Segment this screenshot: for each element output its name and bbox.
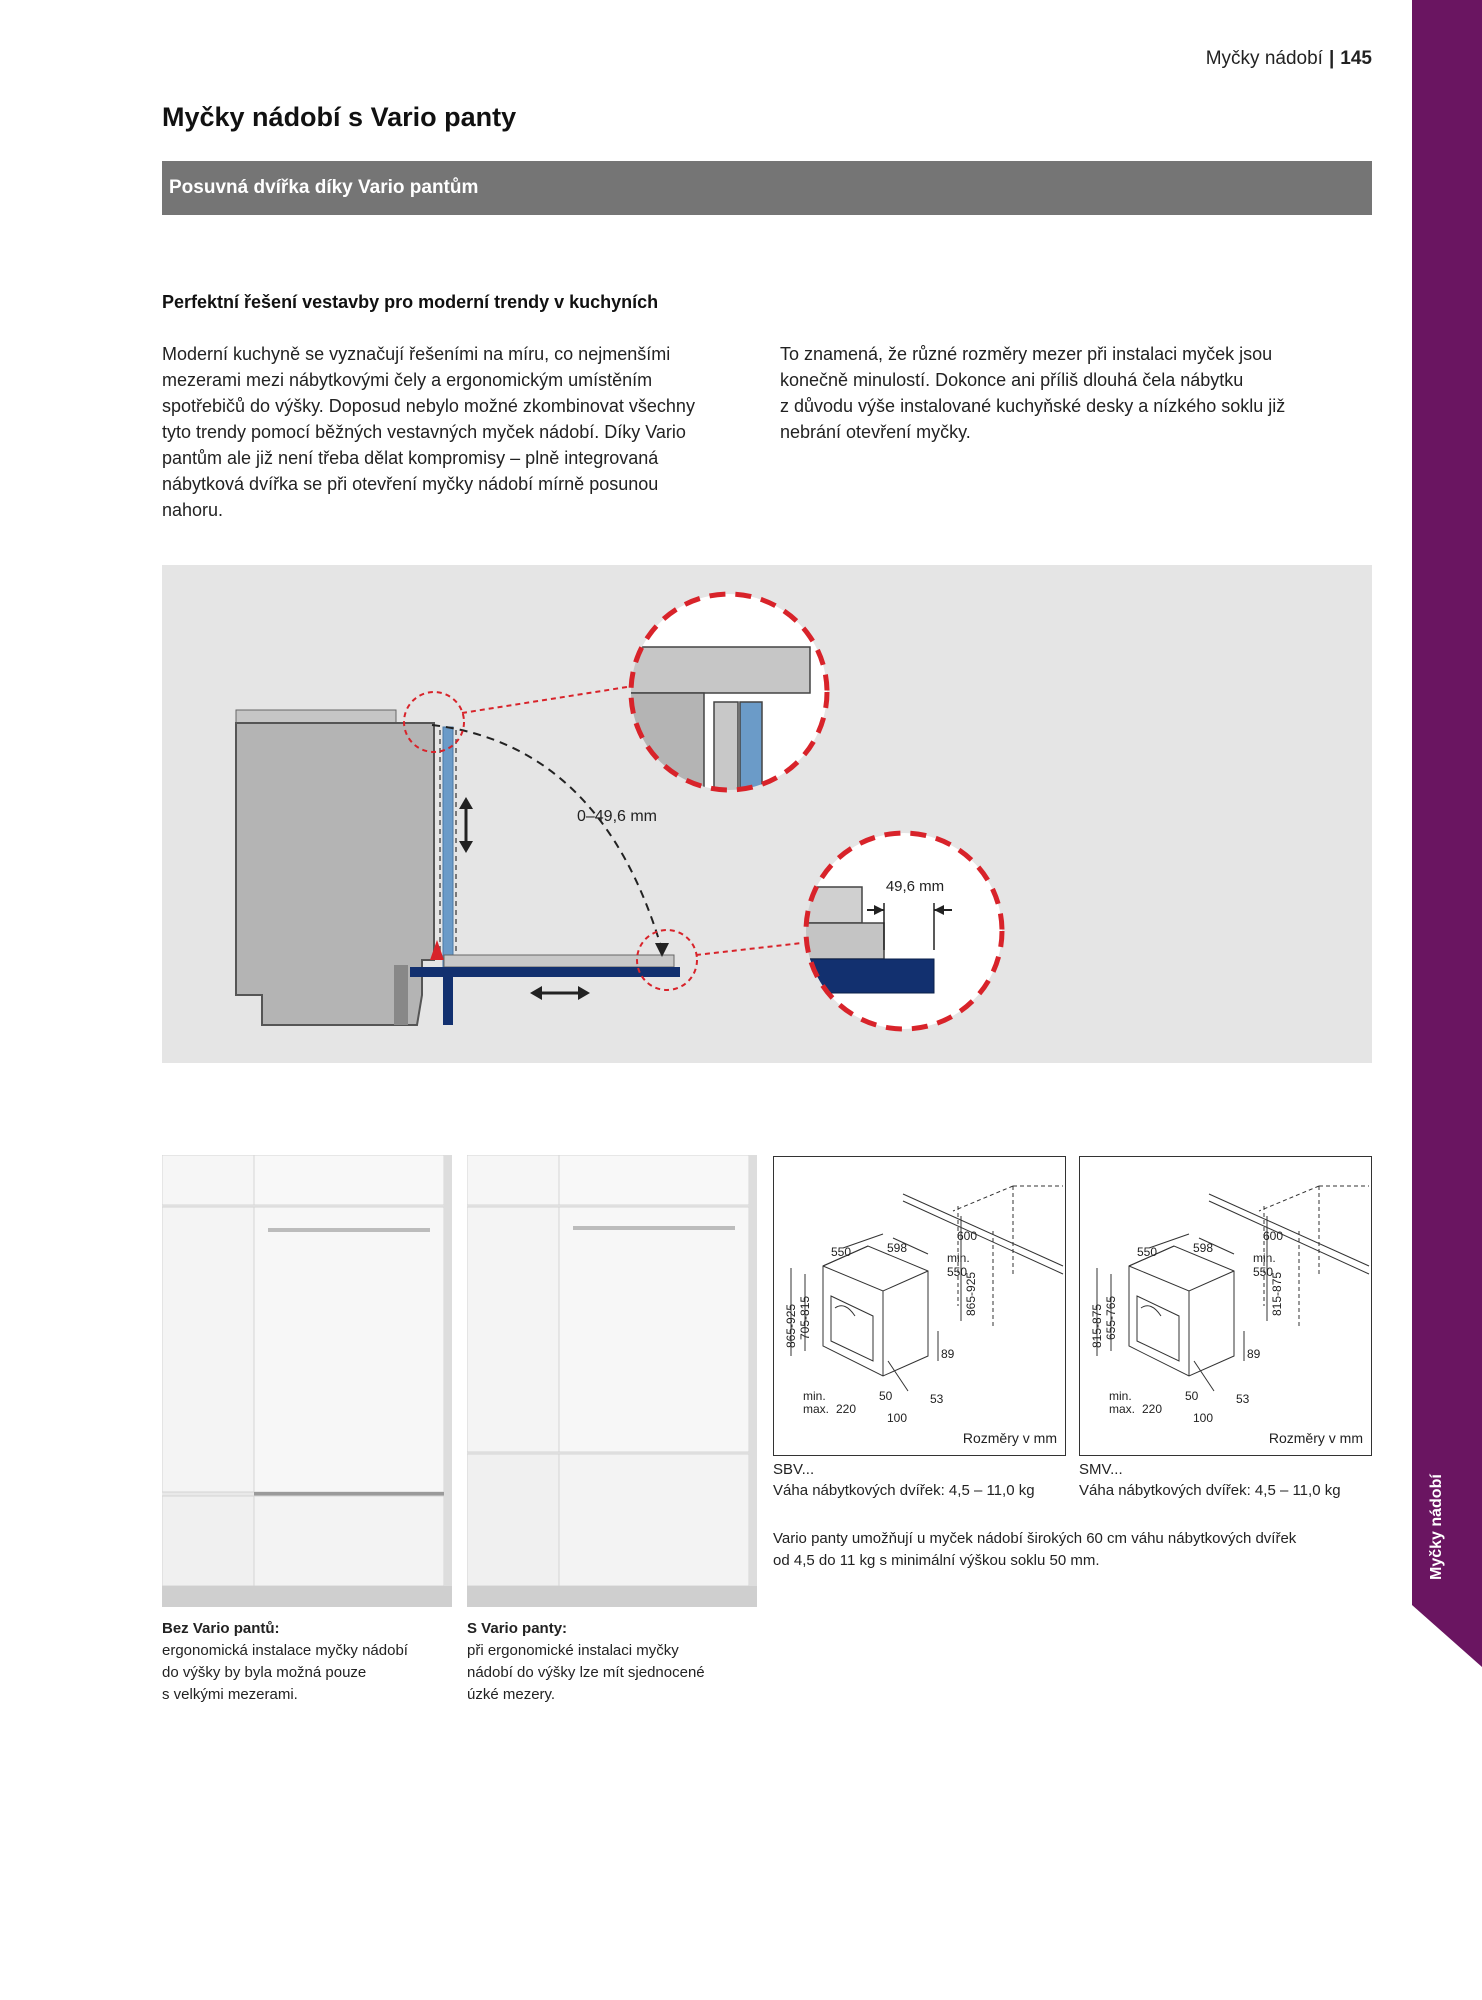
photo-without-vario	[162, 1155, 452, 1607]
caption-title: Bez Vario pantů:	[162, 1620, 280, 1637]
photo-caption-without	[162, 1618, 462, 1706]
weight-label: Váha nábytkových dvířek: 4,5 – 11,0 kg	[1079, 1482, 1341, 1499]
dim-label: 50	[1185, 1389, 1199, 1403]
header-separator: |	[1328, 48, 1335, 69]
dim-label: 550	[1137, 1245, 1158, 1259]
dim-label: min.	[803, 1389, 826, 1403]
dim-label: 89	[941, 1347, 955, 1361]
dim-label: min.	[1253, 1251, 1276, 1265]
plinth	[394, 965, 408, 1025]
dim-label: 89	[1247, 1347, 1261, 1361]
caption-line: při ergonomické instalaci myčky	[467, 1642, 679, 1659]
dim-label: 600	[957, 1229, 978, 1243]
units-label: Rozměry v mm	[1268, 1430, 1363, 1446]
text-line: nahoru.	[162, 500, 224, 520]
banner-text: Posuvná dvířka díky Vario pantům	[169, 177, 479, 198]
dim-label: 220	[1142, 1402, 1163, 1416]
detail-dimension-label: 49,6 mm	[885, 878, 945, 895]
dim-label: 598	[1193, 1241, 1214, 1255]
dim-label: 865-925	[784, 1303, 798, 1348]
dim-label: 705-815	[798, 1295, 812, 1340]
caption-line: ergonomická instalace myčky nádobí	[162, 1642, 408, 1659]
dim-label: 550	[831, 1245, 852, 1259]
vario-hinge-diagram	[162, 565, 1372, 1063]
photo-caption-with	[467, 1618, 767, 1706]
caption-line: do výšky by byla možná pouze	[162, 1664, 367, 1681]
door-post	[443, 977, 453, 1025]
dimension-drawing-sbv	[773, 1156, 1066, 1456]
dimension-caption-smv	[1079, 1459, 1341, 1501]
page-title: Myčky nádobí s Vario panty	[162, 102, 517, 132]
sidebar-tab	[1412, 0, 1482, 1605]
dim-label: 100	[1193, 1411, 1214, 1425]
dim-label: 815-875	[1090, 1303, 1104, 1348]
caption-line: s velkými mezerami.	[162, 1686, 298, 1703]
dim-label: 550	[947, 1265, 968, 1279]
text-line: pantům ale již není třeba dělat kompromisy – plně integrovaná	[162, 448, 659, 468]
dim-label: min.	[1109, 1389, 1132, 1403]
header-section: Myčky nádobí	[1205, 48, 1323, 69]
dim-label: 655-765	[1104, 1295, 1118, 1340]
caption-title: S Vario panty:	[467, 1620, 568, 1637]
dim-label: 100	[887, 1411, 908, 1425]
open-door-panel	[444, 955, 674, 967]
text-line: z důvodu výše instalované kuchyňské desky a nízkého soklu již	[780, 396, 1286, 416]
caption-line: úzké mezery.	[467, 1686, 556, 1703]
weight-label: Váha nábytkových dvířek: 4,5 – 11,0 kg	[773, 1482, 1035, 1499]
text-line: tyto trendy pomocí běžných vestavných myček nádobí. Díky Vario	[162, 422, 686, 442]
countertop	[236, 710, 396, 723]
text-line: Moderní kuchyně se vyznačují řešeními na míru, co nejmenšími	[162, 344, 671, 364]
photo-with-vario	[467, 1155, 757, 1607]
model-label: SMV...	[1079, 1461, 1123, 1478]
units-label: Rozměry v mm	[962, 1430, 1057, 1446]
dim-label: max.	[803, 1402, 830, 1416]
bottom-note	[773, 1528, 1373, 1572]
dim-label: 815-875	[1270, 1271, 1284, 1316]
text-line: To znamená, že různé rozměry mezer při instalaci myček jsou	[780, 344, 1273, 364]
sidebar-corner	[1412, 1605, 1482, 1667]
text-line: Vario panty umožňují u myček nádobí širokých 60 cm váhu nábytkových dvířek	[773, 1530, 1297, 1547]
dim-label: 600	[1263, 1229, 1284, 1243]
dim-label: 53	[1236, 1392, 1250, 1406]
page-number: 145	[1340, 48, 1372, 69]
dimension-drawing-smv	[1079, 1156, 1372, 1456]
text-line: nebrání otevření myčky.	[780, 422, 971, 442]
text-line: nábytková dvířka se při otevření myčky nádobí mírně posunou	[162, 474, 659, 494]
furniture-door	[443, 727, 453, 967]
dim-label: min.	[947, 1251, 970, 1265]
dim-label: 550	[1253, 1265, 1274, 1279]
text-line: mezerami mezi nábytkovými čely a ergonomickým umístěním	[162, 370, 653, 390]
caption-line: nádobí do výšky lze mít sjednocené	[467, 1664, 705, 1681]
sidebar-label: Myčky nádobí	[1428, 1474, 1445, 1580]
dim-label: 53	[930, 1392, 944, 1406]
dim-label: 865-925	[964, 1271, 978, 1316]
dimension-caption-sbv	[773, 1459, 1035, 1501]
section-banner	[162, 161, 1372, 215]
dim-label: 50	[879, 1389, 893, 1403]
text-line: konečně minulostí. Dokonce ani příliš dlouhá čela nábytku	[780, 370, 1244, 390]
dim-label: 598	[887, 1241, 908, 1255]
gap-range-label: 0–49,6 mm	[576, 808, 658, 825]
running-header	[1206, 48, 1372, 70]
text-line: od 4,5 do 11 kg s minimální výškou soklu 50 mm.	[773, 1552, 1100, 1569]
intro-left	[162, 341, 762, 523]
dim-label: 220	[836, 1402, 857, 1416]
dim-label: max.	[1109, 1402, 1136, 1416]
model-label: SBV...	[773, 1461, 815, 1478]
text-line: spotřebičů do výšky. Doposud nebylo možné zkombinovat všechny	[162, 396, 695, 416]
intro-right	[780, 341, 1380, 445]
subheading: Perfektní řešení vestavby pro moderní trendy v kuchyních	[162, 292, 659, 312]
